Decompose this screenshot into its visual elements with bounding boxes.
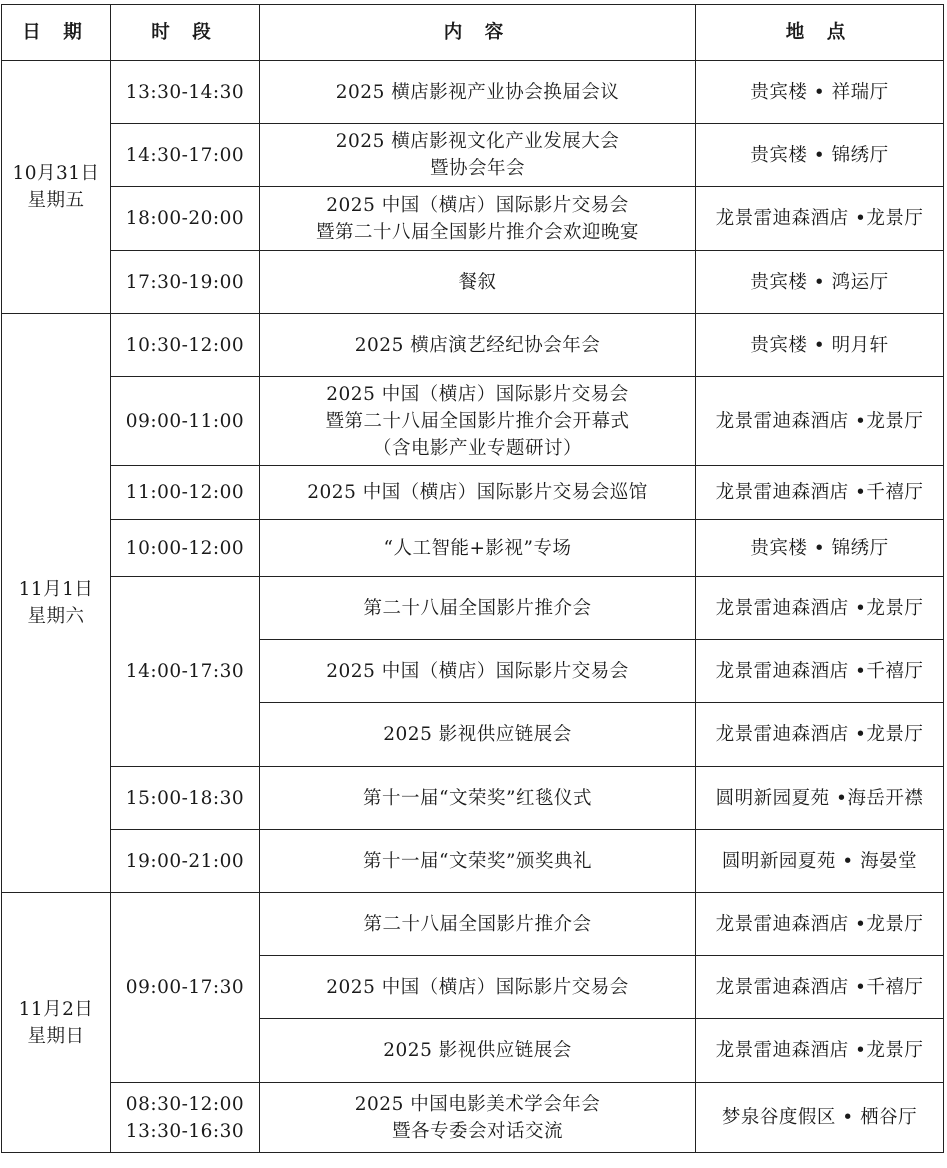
time-cell: 14:00-17:30 [111, 577, 260, 767]
date-cell: 11月2日 星期日 [2, 893, 111, 1153]
table-row [2, 466, 944, 520]
time-cell: 15:00-18:30 [111, 767, 260, 830]
table-row [2, 893, 944, 956]
venue-cell: 贵宾楼 • 祥瑞厅 [696, 61, 944, 124]
header-content: 内 容 [260, 5, 696, 61]
venue-cell: 圆明新园夏苑 •海岳开襟 [696, 767, 944, 830]
table-row [2, 187, 944, 251]
date-cell: 10月31日 星期五 [2, 61, 111, 314]
venue-cell: 龙景雷迪森酒店 •龙景厅 [696, 703, 944, 767]
venue-cell: 龙景雷迪森酒店 •龙景厅 [696, 377, 944, 466]
venue-cell: 圆明新园夏苑 • 海晏堂 [696, 830, 944, 893]
venue-cell: 贵宾楼 • 锦绣厅 [696, 520, 944, 577]
table-row [2, 314, 944, 377]
table-row [2, 577, 944, 640]
content-cell: 2025 中国（横店）国际影片交易会 [260, 640, 696, 703]
content-cell: 第十一届“文荣奖”红毯仪式 [260, 767, 696, 830]
venue-cell: 龙景雷迪森酒店 •龙景厅 [696, 577, 944, 640]
table-row [2, 520, 944, 577]
time-cell: 09:00-17:30 [111, 893, 260, 1083]
content-cell: 2025 中国（横店）国际影片交易会 暨第二十八届全国影片推介会开幕式 （含电影产业专题研讨） [260, 377, 696, 466]
time-cell: 19:00-21:00 [111, 830, 260, 893]
content-cell: 第二十八届全国影片推介会 [260, 577, 696, 640]
venue-cell: 龙景雷迪森酒店 •龙景厅 [696, 893, 944, 956]
content-cell: 2025 影视供应链展会 [260, 1019, 696, 1083]
content-cell: 2025 横店演艺经纪协会年会 [260, 314, 696, 377]
content-cell: “人工智能+影视”专场 [260, 520, 696, 577]
time-cell: 17:30-19:00 [111, 251, 260, 314]
content-cell: 2025 中国（横店）国际影片交易会 暨第二十八届全国影片推介会欢迎晚宴 [260, 187, 696, 251]
content-cell: 2025 中国（横店）国际影片交易会 [260, 956, 696, 1019]
content-cell: 2025 影视供应链展会 [260, 703, 696, 767]
venue-cell: 贵宾楼 • 鸿运厅 [696, 251, 944, 314]
venue-cell: 龙景雷迪森酒店 •千禧厅 [696, 640, 944, 703]
content-cell: 2025 中国电影美术学会年会 暨各专委会对话交流 [260, 1083, 696, 1153]
content-cell: 第二十八届全国影片推介会 [260, 893, 696, 956]
time-cell: 08:30-12:00 13:30-16:30 [111, 1083, 260, 1153]
header-time: 时 段 [111, 5, 260, 61]
venue-cell: 龙景雷迪森酒店 •千禧厅 [696, 956, 944, 1019]
venue-cell: 龙景雷迪森酒店 •龙景厅 [696, 1019, 944, 1083]
venue-cell: 梦泉谷度假区 • 栖谷厅 [696, 1083, 944, 1153]
schedule-table [1, 4, 944, 1153]
time-cell: 13:30-14:30 [111, 61, 260, 124]
table-row [2, 377, 944, 466]
venue-cell: 龙景雷迪森酒店 •龙景厅 [696, 187, 944, 251]
table-row [2, 1083, 944, 1153]
venue-cell: 贵宾楼 • 明月轩 [696, 314, 944, 377]
content-cell: 2025 中国（横店）国际影片交易会巡馆 [260, 466, 696, 520]
time-cell: 10:00-12:00 [111, 520, 260, 577]
content-cell: 餐叙 [260, 251, 696, 314]
schedule-body [2, 61, 944, 1153]
venue-cell: 龙景雷迪森酒店 •千禧厅 [696, 466, 944, 520]
table-row [2, 251, 944, 314]
venue-cell: 贵宾楼 • 锦绣厅 [696, 124, 944, 187]
date-cell: 11月1日 星期六 [2, 314, 111, 893]
content-cell: 2025 横店影视产业协会换届会议 [260, 61, 696, 124]
table-row [2, 830, 944, 893]
content-cell: 2025 横店影视文化产业发展大会 暨协会年会 [260, 124, 696, 187]
table-row [2, 767, 944, 830]
time-cell: 11:00-12:00 [111, 466, 260, 520]
header-date: 日 期 [2, 5, 111, 61]
time-cell: 10:30-12:00 [111, 314, 260, 377]
time-cell: 09:00-11:00 [111, 377, 260, 466]
time-cell: 18:00-20:00 [111, 187, 260, 251]
table-row [2, 124, 944, 187]
time-cell: 14:30-17:00 [111, 124, 260, 187]
header-venue: 地 点 [696, 5, 944, 61]
content-cell: 第十一届“文荣奖”颁奖典礼 [260, 830, 696, 893]
header-row [2, 5, 944, 61]
table-row [2, 61, 944, 124]
